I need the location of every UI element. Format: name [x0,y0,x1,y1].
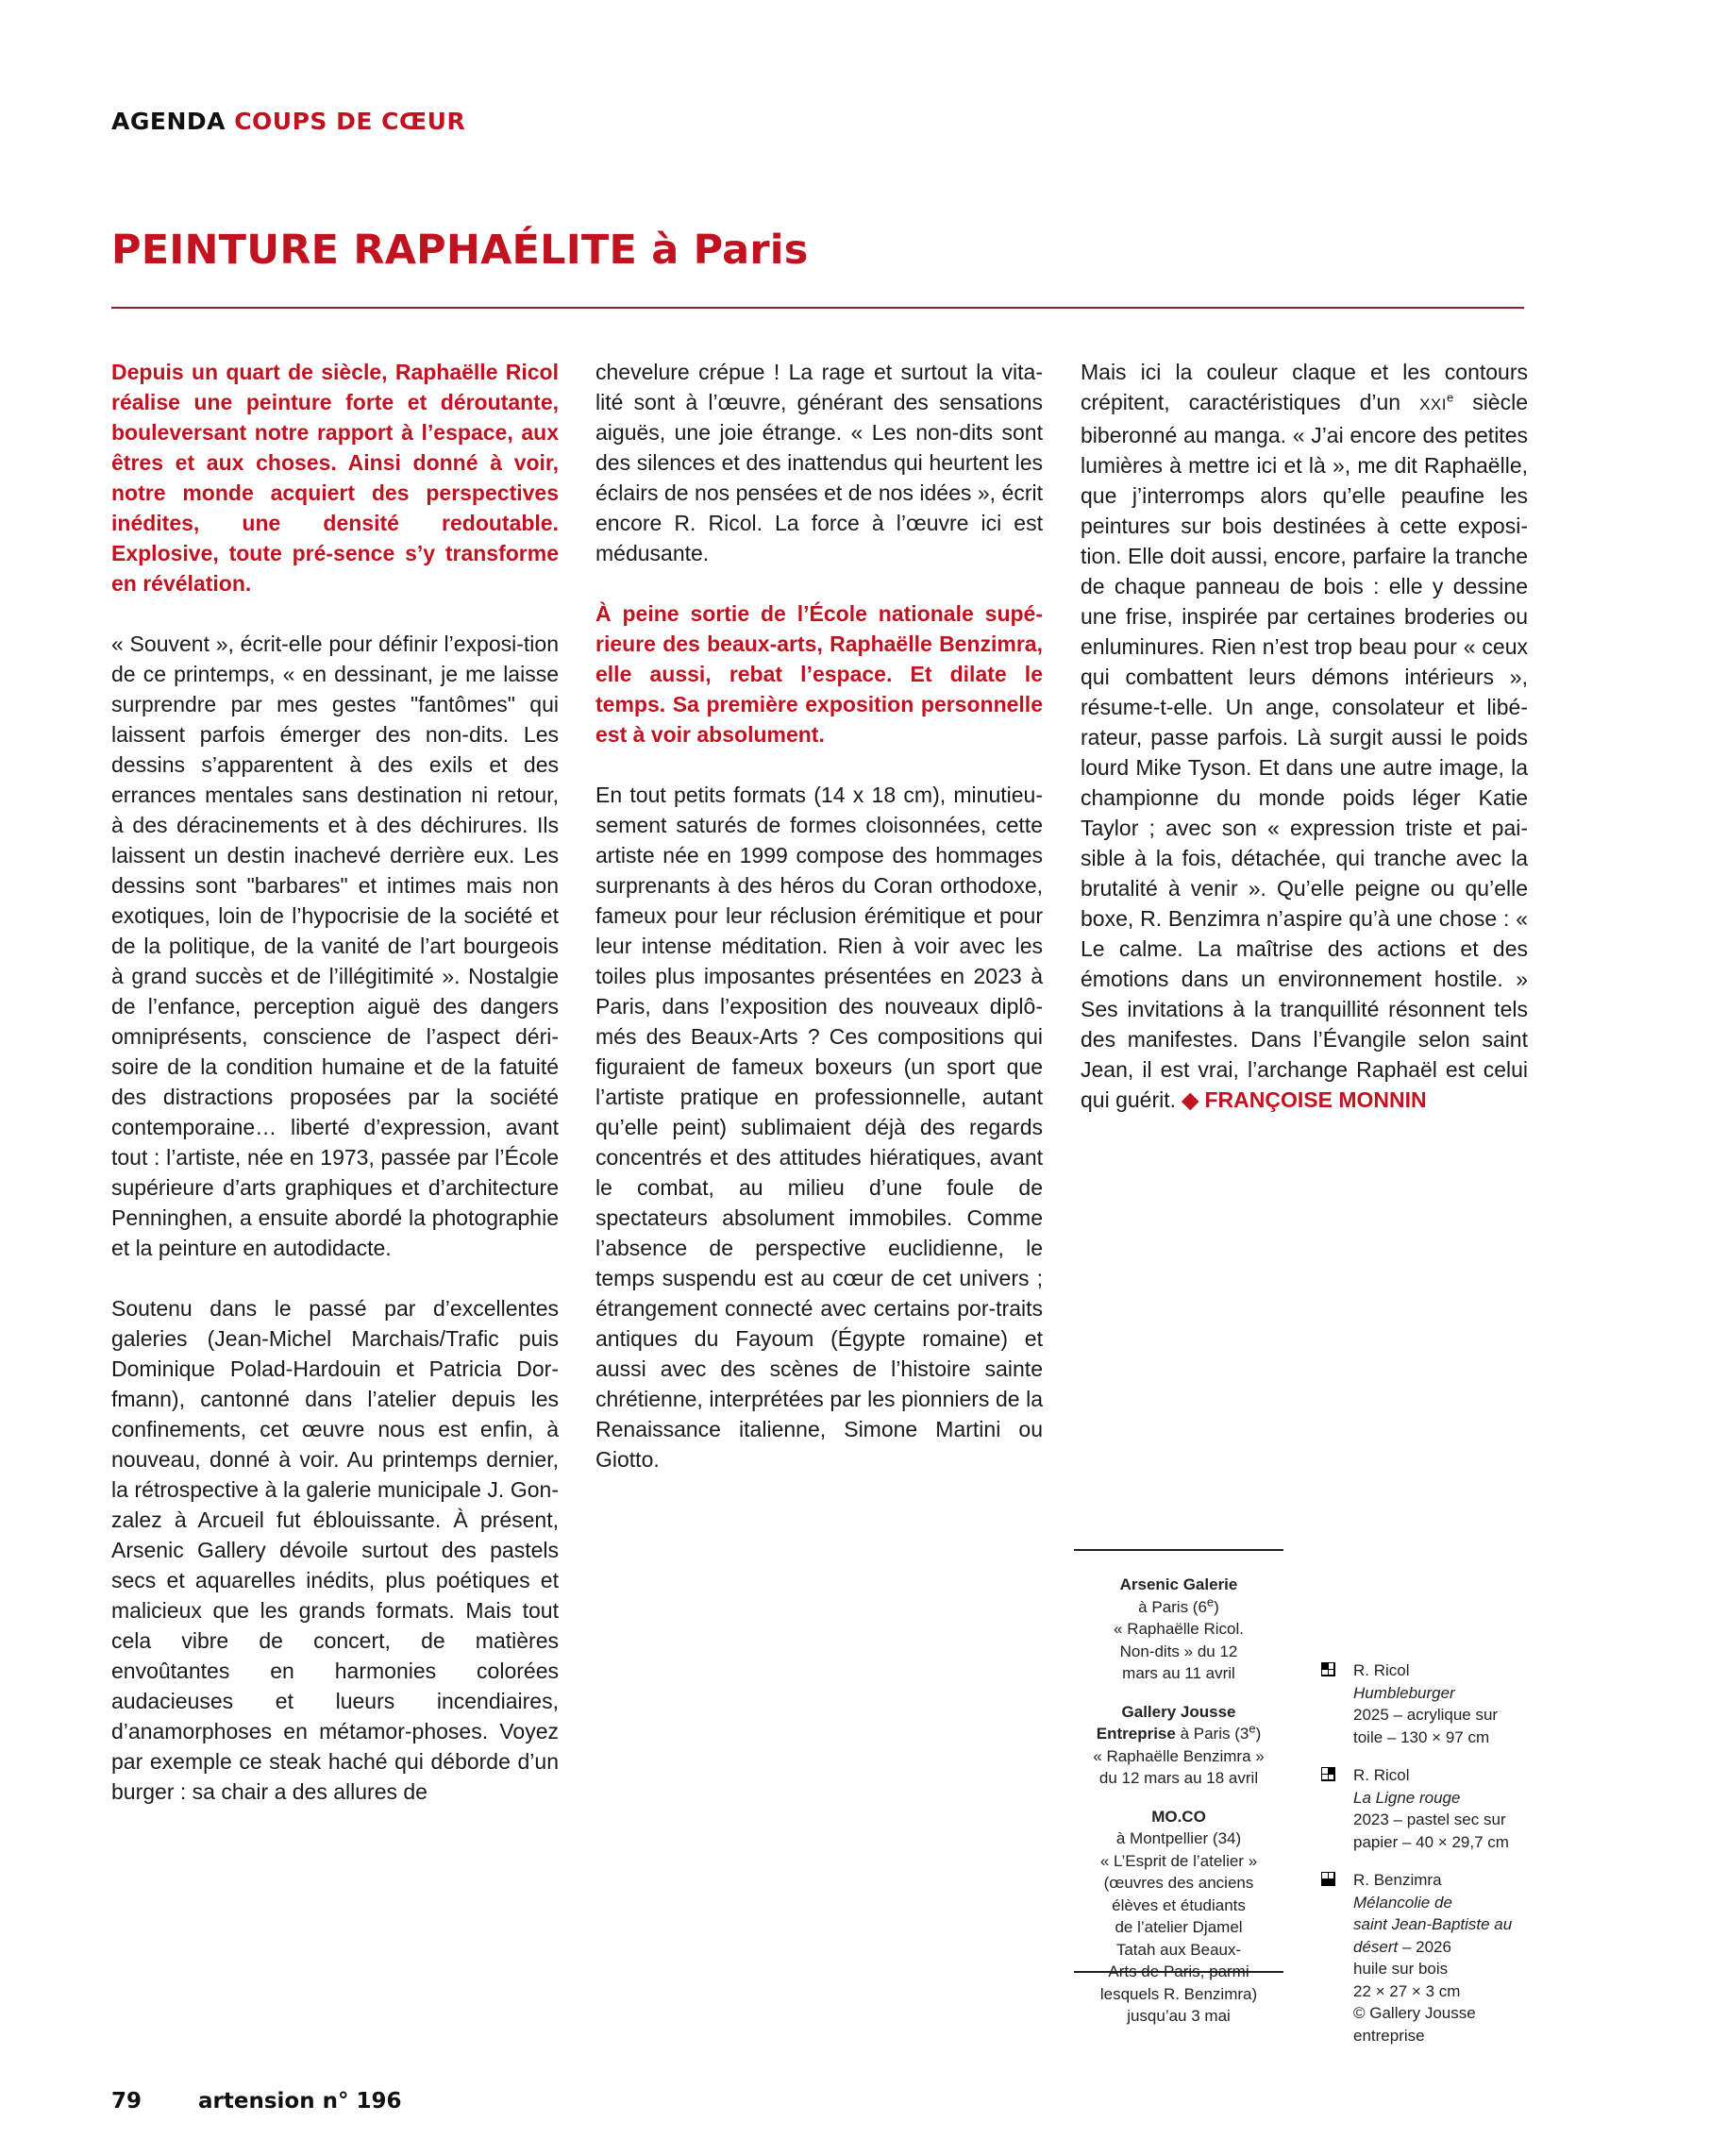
body-paragraph: chevelure crépue ! La rage et surtout la vita-lité sont à l’œuvre, générant des sensations aiguës, une joie étrange. « Les non-dits sont des silences et des inattendus qui heurtent les éclairs de nos pensées et de nos idées », écrit encore R. Ricol. La force à l’œuvre ici est médusante. [595,360,1043,565]
page-number: 79 [111,2089,142,2114]
position-top-right-icon [1321,1767,1335,1781]
body-paragraph: En tout petits formats (14 x 18 cm), minutieu-sement saturés de formes cloisonnées, cette artiste née en 1999 compose des hommages surprenants à des héros du Coran orthodoxe, fameux pour leur réclusion érémitique et pour leur intense méditation. Rien à voir avec les toiles plus imposantes présentées en 2023 à Paris, dans l’exposition des nouveaux diplô-més des Beaux-Arts ? Ces compositions qui figuraient de fameux boxeurs (un sport que l’artiste pratique en professionnelle, autant qu’elle peint) sublimaient déjà des regards concentrés et des attitudes hiératiques, avant le combat, au milieu d’une foule de spectateurs absolument immobiles. Comme l’absence de perspective euclidienne, le temps suspendu est au cœur de cet univers ; étrangement connecté avec certains por-traits antiques du Fayoum (Égypte romaine) et aussi avec des scènes de l’histoire sainte chrétienne, interprétées par les pionniers de la Renaissance italienne, Simone Martini ou Giotto. [595,783,1043,1472]
lede-benzimra: À peine sortie de l’École nationale supé-rieure des beaux-arts, Raphaëlle Benzimra, elle aussi, rebat l’espace. Et dilate le temps. Sa première exposition personnelle est à voir absolument. [595,601,1043,747]
column-3 [1081,357,1528,1145]
lede-ricol: Depuis un quart de siècle, Raphaëlle Ricol réalise une peinture forte et déroutante, bouleversant notre rapport à l’espace, aux êtres et aux choses. Ainsi donné à voir, notre monde acquiert des perspectives inédites, une densité redoutable. Explosive, toute pré-sence s’y transforme en révélation. [111,360,559,596]
body-paragraph: « Souvent », écrit-elle pour définir l’exposi-tion de ce printemps, « en dessinant, je me laisse surprendre par mes gestes "fantômes" qui laissent parfois émerger des non-dits. Les dessins s’apparentent à des exils et des errances mentales sans destination ni retour, à des déracinements et à des déchirures. Ils laissent un destin inachevé derrière eux. Les dessins sont "barbares" et intimes mais non exotiques, loin de l’hypocrisie de la société et de la politique, de la vanité de l’art bourgeois à grand succès et de l’illégitimité ». Nostalgie de l’enfance, perception aiguë des dangers omniprésents, conscience de l’aspect déri-soire de la condition humaine et de la fatuité des distractions proposées par la société contemporaine… liberté d’expression, avant tout : l’artiste, née en 1973, passée par l’École supérieure d’arts graphiques et d’architecture Penninghen, a ensuite abordé la photographie et la peinture en autodidacte. [111,632,559,1260]
publication-issue: artension n° 196 [198,2089,402,2114]
caption-ligne-rouge: R. Ricol La Ligne rouge 2023 – pastel sec sur papier – 40 × 29,7 cm [1321,1764,1567,1853]
body-paragraph: Soutenu dans le passé par d’excellentes galeries (Jean-Michel Marchais/Trafic puis Dominique Polad-Hardouin et Patricia Dor-fmann), cantonné dans l’atelier depuis les confinements, cet œuvre nous est enfin, à nouveau, donné à voir. Au printemps dernier, la rétrospective à la galerie municipale J. Gon-zalez à Arcueil fut éblouissante. À présent, Arsenic Gallery dévoile surtout des pastels secs et aquarelles inédits, plus poétiques et malicieux que les grands formats. Mais tout cela vibre de concert, de matières envoûtantes en harmonies colorées audacieuses et lueurs incendiaires, d’anamorphoses en métamor-phoses. Voyez par exemple ce steak haché qui déborde d’un burger : sa chair a des allures de [111,1296,559,1804]
title-divider [111,307,1524,309]
caption-melancolie: R. Benzimra Mélancolie de saint Jean-Baptiste au désert – 2026 huile sur bois 22 × 27 × 3 cm © Gallery Jousse entreprise [1321,1869,1567,2047]
author-signature: FRANÇOISE MONNIN [1204,1087,1427,1112]
body-paragraph: Mais ici la couleur claque et les contours crépitent, caractéristiques d’un XXIe siècle biberonné au manga. « J’ai encore des petites lumières à mettre ici et là », me dit Raphaëlle, que j’interromps alors qu’elle peaufine les peintures sur bois destinées à cette exposi-tion. Elle doit aussi, encore, parfaire la tranche de chaque panneau de bois : elle y dessine une frise, inspirée par certaines broderies ou enluminures. Rien n’est trop beau pour « ceux qui combattent leurs démons intérieurs », résume-t-elle. Un ange, consolateur et libé-rateur, passe parfois. Là surgit aussi le poids lourd Mike Tyson. Et dans une autre image, la championne du monde poids léger Katie Taylor ; avec son « expression triste et pai-sible à la fois, détachée, qui tranche avec la brutalité à venir ». Qu’elle peigne ou qu’elle boxe, R. Benzimra n’aspire qu’à une chose : « Le calme. La maîtrise des actions et des émotions dans un environnement hostile. » Ses invitations à la tranquillité résonnent tels des manifestes. Dans l’Évangile selon saint Jean, il est vrai, l’archange Raphaël est celui qui guérit. ◆ FRANÇOISE MONNIN [1081,360,1528,1112]
page-footer [111,2089,402,2114]
article-title: PEINTURE RAPHAÉLITE à Paris [111,227,809,274]
exhibition-info-box [1074,1549,1283,2025]
section-kicker [111,108,465,135]
position-top-left-icon [1321,1662,1335,1676]
image-captions [1321,1659,1567,2063]
century-numeral: XXI [1419,396,1447,413]
subsection-label: COUPS DE CŒUR [234,108,466,135]
venue-arsenic: Arsenic Galerie à Paris (6e) « Raphaëlle Ricol. Non-dits » du 12 mars au 11 avril [1114,1575,1244,1682]
position-bottom-icon [1321,1872,1335,1886]
diamond-icon: ◆ [1182,1087,1199,1112]
section-label: AGENDA [111,108,226,135]
caption-humbleburger: R. Ricol Humbleburger 2025 – acrylique sur toile – 130 × 97 cm [1321,1659,1567,1748]
venue-moco: MO.CO à Montpellier (34) « L’Esprit de l’atelier » (œuvres des anciens élèves et étudiants de l’atelier Djamel Tatah aux Beaux- Arts de Paris, parmi lesquels R. Benzimra) jusqu’au 3 mai [1099,1807,1258,2025]
column-1 [111,357,559,1837]
column-2 [595,357,1043,1505]
venue-jousse: Gallery Jousse Entreprise à Paris (3e) « Raphaëlle Benzimra » du 12 mars au 18 avril [1093,1702,1265,1787]
